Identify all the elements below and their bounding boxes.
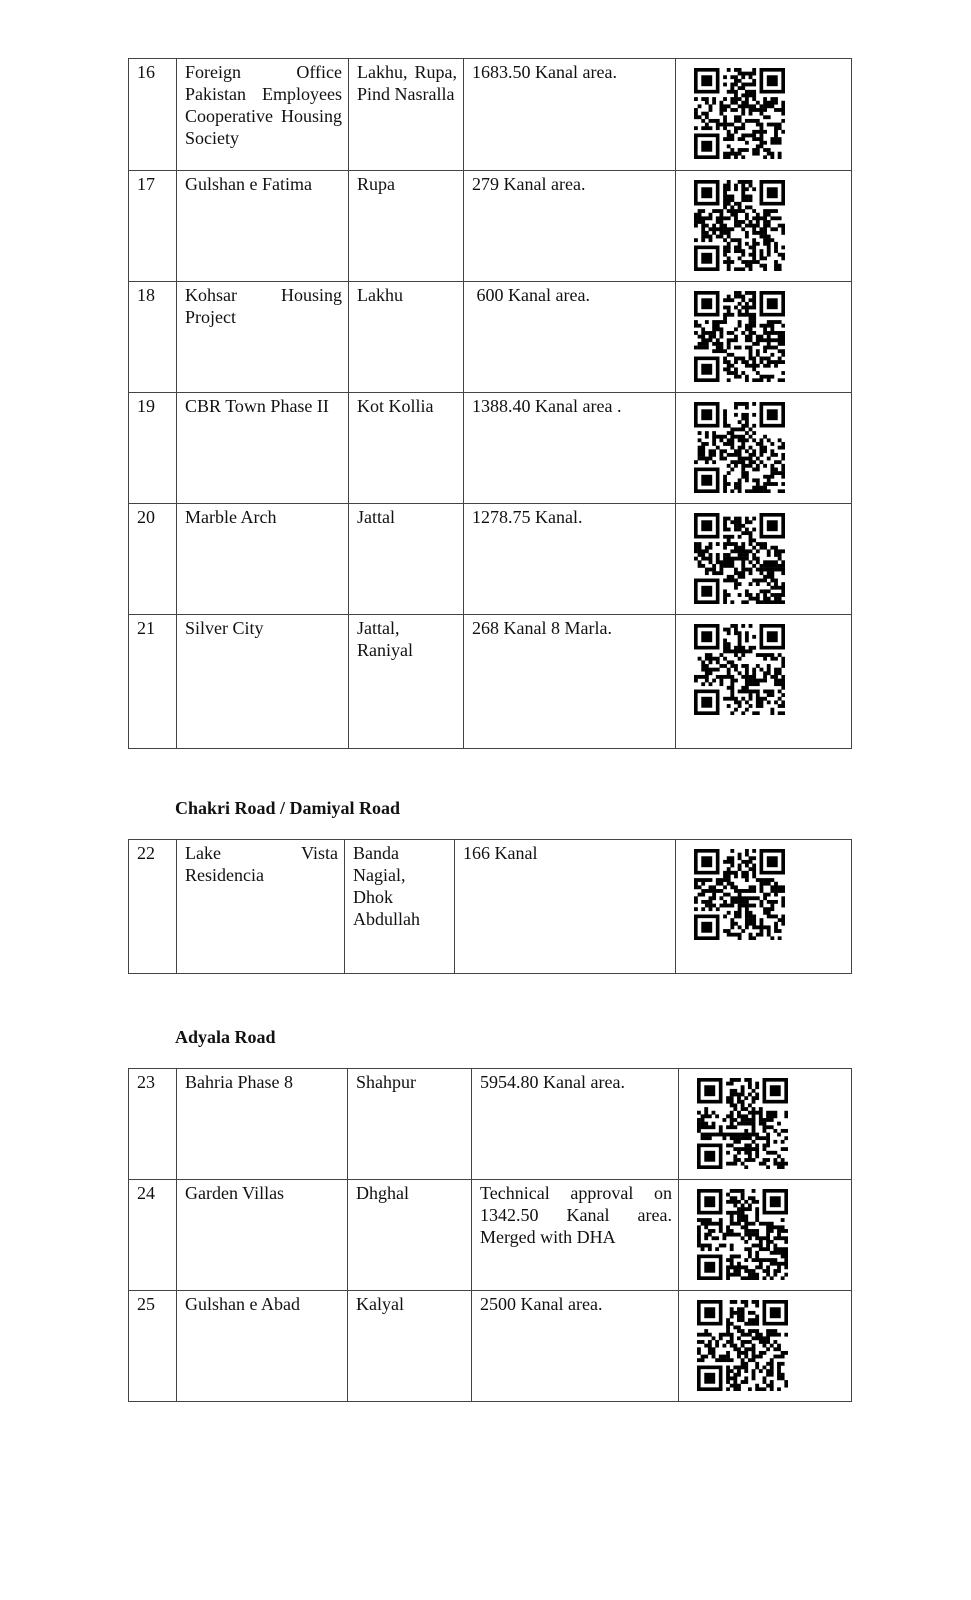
serial-number-cell [129,1180,177,1291]
scheme-name: Kohsar Housing Project [185,285,342,327]
location: Rupa [357,174,395,194]
qr-code-icon[interactable] [694,513,785,604]
area-cell [464,171,676,282]
scheme-name: CBR Town Phase II [185,396,329,416]
qr-cell [679,1291,852,1402]
qr-code-icon[interactable] [694,624,785,715]
serial-number-cell [129,393,177,504]
location: Kalyal [356,1294,404,1314]
qr-code-graphic [694,68,785,159]
qr-cell [676,840,852,974]
area-cell [472,1180,679,1291]
table-row [129,1069,852,1180]
serial-number-cell [129,171,177,282]
location-cell [349,59,464,171]
location-cell [349,615,464,749]
location-cell [345,840,455,974]
scheme-name-cell [177,1291,348,1402]
qr-code-graphic [694,849,785,940]
location-cell [349,504,464,615]
area-cell [464,393,676,504]
area: 268 Kanal 8 Marla. [472,618,612,638]
area-cell [464,59,676,171]
table-row [129,1291,852,1402]
scheme-name: Marble Arch [185,507,277,527]
scheme-name: Silver City [185,618,264,638]
scheme-name-cell [177,1069,348,1180]
section-heading-chakri-road: Chakri Road / Damiyal Road [175,798,401,818]
qr-code-icon[interactable] [694,291,785,382]
location: Jattal, Raniyal [357,618,413,660]
location-cell [348,1180,472,1291]
area: 2500 Kanal area. [480,1294,603,1314]
serial-number: 24 [137,1183,155,1203]
area: 1388.40 Kanal area . [472,396,622,416]
qr-code-icon[interactable] [694,402,785,493]
serial-number: 19 [137,396,155,416]
area: 1278.75 Kanal. [472,507,583,527]
serial-number-cell [129,504,177,615]
qr-code-graphic [694,180,785,271]
area-cell [472,1069,679,1180]
scheme-name: Lake Vista Residencia [185,843,338,885]
table-row [129,1180,852,1291]
scheme-name-cell [177,393,349,504]
serial-number-cell [129,59,177,171]
location-cell [349,171,464,282]
scheme-name-cell [177,59,349,171]
qr-code-icon[interactable] [697,1300,788,1391]
qr-code-icon[interactable] [694,849,785,940]
serial-number: 16 [137,62,155,82]
serial-number: 25 [137,1294,155,1314]
area: 1683.50 Kanal area. [472,62,617,82]
serial-number-cell [129,615,177,749]
scheme-name: Garden Villas [185,1183,285,1203]
location-cell [349,282,464,393]
housing-schemes-table-1 [128,58,852,749]
area-cell [464,282,676,393]
scheme-name-cell [177,282,349,393]
serial-number: 20 [137,507,155,527]
table-row [129,504,852,615]
scheme-name: Gulshan e Abad [185,1294,300,1314]
qr-code-graphic [694,624,785,715]
area: 5954.80 Kanal area. [480,1072,625,1092]
table-row [129,282,852,393]
serial-number: 18 [137,285,155,305]
location-cell [348,1069,472,1180]
qr-code-graphic [697,1189,788,1280]
serial-number-cell [129,282,177,393]
qr-cell [676,615,852,749]
table-row [129,615,852,749]
area: 600 Kanal area. [472,285,590,305]
housing-schemes-table-2 [128,839,852,974]
location: Dhghal [356,1183,409,1203]
serial-number-cell [129,840,177,974]
qr-code-graphic [694,513,785,604]
location: Lakhu, Rupa, Pind Nasralla [357,62,457,104]
table-row [129,171,852,282]
scheme-name: Gulshan e Fatima [185,174,312,194]
location: Kot Kollia [357,396,434,416]
qr-cell [676,282,852,393]
scheme-name-cell [177,171,349,282]
area: 279 Kanal area. [472,174,586,194]
table-row [129,393,852,504]
scheme-name-cell [177,840,345,974]
scheme-name: Foreign Office Pakistan Employees Cooperative Housing Society [185,62,342,148]
serial-number: 21 [137,618,155,638]
qr-cell [676,393,852,504]
section-heading-adyala-road: Adyala Road [175,1027,276,1047]
serial-number: 22 [137,843,155,863]
qr-code-icon[interactable] [697,1189,788,1280]
scheme-name: Bahria Phase 8 [185,1072,293,1092]
location-cell [348,1291,472,1402]
qr-cell [676,171,852,282]
serial-number-cell [129,1069,177,1180]
location: Jattal [357,507,395,527]
serial-number: 17 [137,174,155,194]
area-cell [464,504,676,615]
qr-cell [679,1069,852,1180]
table-row [129,59,852,171]
qr-cell [679,1180,852,1291]
qr-cell [676,504,852,615]
qr-cell [676,59,852,171]
location: Lakhu [357,285,403,305]
area: Technical approval on 1342.50 Kanal area. Merged with DHA [480,1183,672,1247]
location: Shahpur [356,1072,416,1092]
housing-schemes-table-3 [128,1068,852,1402]
scheme-name-cell [177,504,349,615]
area-cell [464,615,676,749]
table-row [129,840,852,974]
scheme-name-cell [177,1180,348,1291]
serial-number-cell [129,1291,177,1402]
scheme-name-cell [177,615,349,749]
qr-code-graphic [694,402,785,493]
qr-code-icon[interactable] [694,68,785,159]
serial-number: 23 [137,1072,155,1092]
location-cell [349,393,464,504]
qr-code-graphic [697,1300,788,1391]
qr-code-icon[interactable] [694,180,785,271]
area-cell [455,840,676,974]
area-cell [472,1291,679,1402]
qr-code-graphic [697,1078,788,1169]
qr-code-icon[interactable] [697,1078,788,1169]
qr-code-graphic [694,291,785,382]
area: 166 Kanal [463,843,538,863]
location: Banda Nagial, Dhok Abdullah [353,843,420,929]
